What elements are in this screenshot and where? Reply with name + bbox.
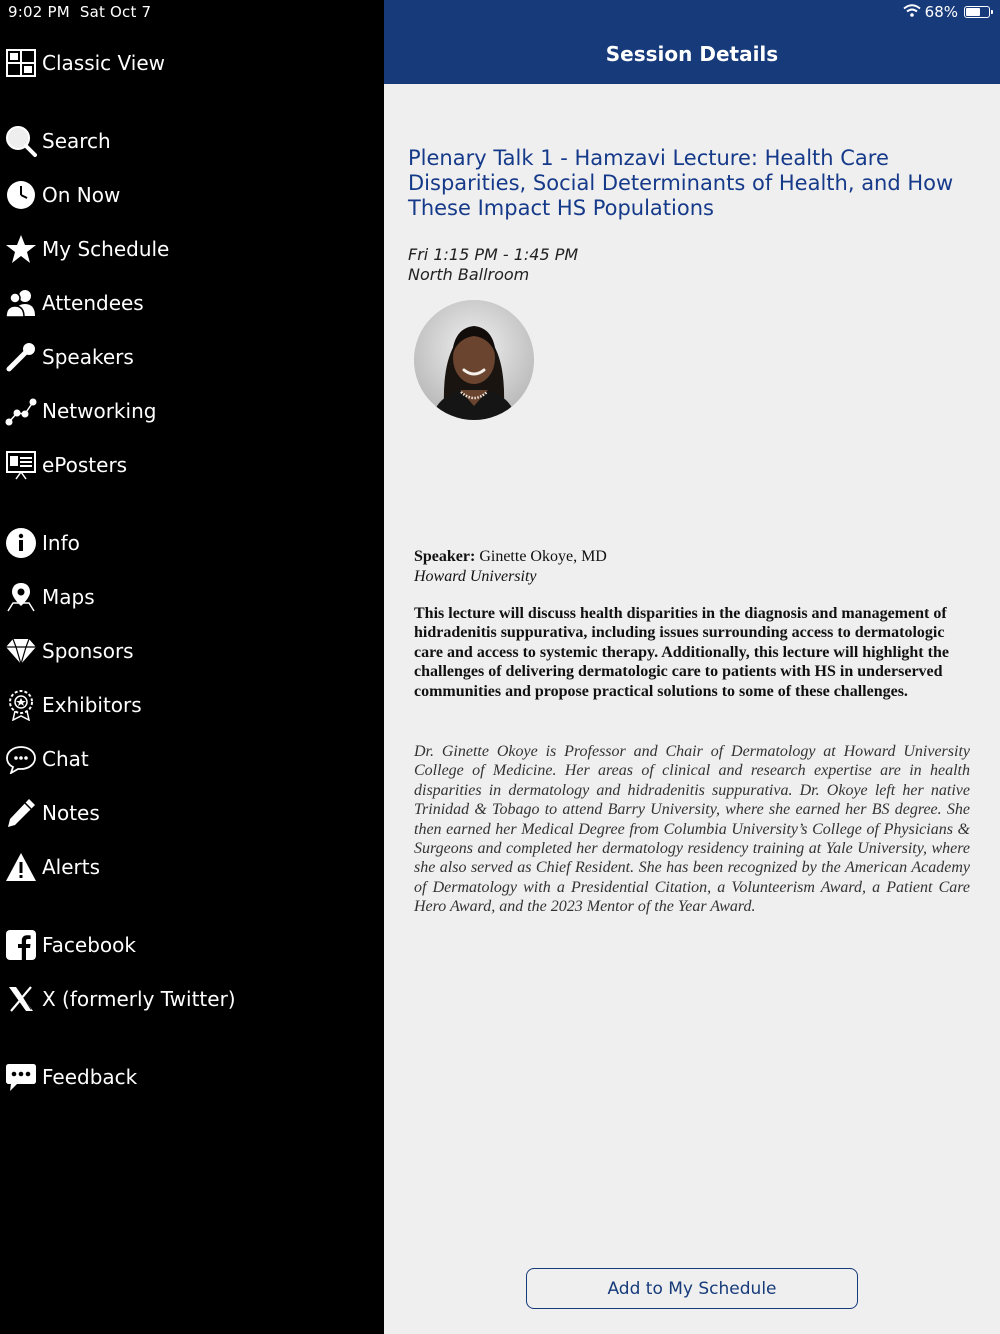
speaker-bio: Dr. Ginette Okoye is Professor and Chair of Dermatology at Howard University College of Medicine. Her areas of clinical and research expertise are in health disparities in dermatology and hidradenitis suppurativa. Dr. Okoye left her native Trinidad & Tobago to attend Barry University, where she earned her BS degree. She then earned her Medical Degree from Columbia University’s College of Physicians & Surgeons and completed her dermatology residency training at Yale University, where she also served as Chief Resident. She has been recognized by the American Academy of Dermatology with a Presidential Citation, a Volunteerism Award, a Patient Care Hero Award, and the 2023 Mentor of the Year Award. (414, 743, 970, 916)
battery-icon (964, 6, 990, 18)
sidebar-item-label: Notes (42, 801, 100, 825)
status-time: 9:02 PM (8, 3, 70, 21)
sidebar-item-info[interactable] (0, 523, 384, 563)
badge-icon (4, 688, 38, 722)
speaker-affiliation: Howard University (414, 568, 537, 585)
sidebar-item-label: Info (42, 531, 80, 555)
poster-icon (4, 448, 38, 482)
microphone-icon (4, 340, 38, 374)
sidebar-item-sponsors[interactable] (0, 631, 384, 671)
sidebar-item-label: Speakers (42, 345, 134, 369)
sidebar-item-attendees[interactable] (0, 283, 384, 323)
session-title: Plenary Talk 1 - Hamzavi Lecture: Health Care Disparities, Social Determinants of Health, and How These Impact HS Populations (408, 146, 954, 220)
status-date: Sat Oct 7 (79, 3, 152, 21)
sidebar-item-speakers[interactable] (0, 337, 384, 377)
info-icon (4, 526, 38, 560)
x-logo-icon (4, 982, 38, 1016)
battery-percent: 68% (924, 3, 958, 21)
sidebar-item-label: My Schedule (42, 237, 170, 261)
sidebar-item-label: Networking (42, 399, 157, 423)
status-bar-right (903, 3, 990, 21)
sidebar-item-facebook[interactable] (0, 925, 384, 965)
sidebar-item-label: Feedback (42, 1065, 138, 1089)
sidebar-item-chat[interactable] (0, 739, 384, 779)
sidebar-item-alerts[interactable] (0, 847, 384, 887)
sidebar-item-networking[interactable] (0, 391, 384, 431)
sidebar-item-label: Chat (42, 747, 89, 771)
page-title: Session Details (605, 42, 779, 66)
session-abstract: This lecture will discuss health disparities in the diagnosis and management of hidradenitis suppurativa, including issues surrounding access to dermatologic care and access to systemic therapy. Additionally, this lecture will highlight the challenges of delivering dermatologic care to patients with HS in underserved communities and propose practical solutions to some of these challenges. (414, 605, 949, 700)
feedback-icon (4, 1060, 38, 1094)
network-icon (4, 394, 38, 428)
sidebar-item-x-twitter[interactable] (0, 979, 384, 1019)
sidebar-item-label: Classic View (42, 51, 165, 75)
map-pin-icon (4, 580, 38, 614)
sidebar-item-label: On Now (42, 183, 121, 207)
sidebar-item-search[interactable] (0, 121, 384, 161)
sidebar-item-label: Exhibitors (42, 693, 142, 717)
chat-icon (4, 742, 38, 776)
search-icon (4, 124, 38, 158)
diamond-icon (4, 634, 38, 668)
sidebar-item-label: Attendees (42, 291, 144, 315)
status-bar-left (8, 3, 151, 21)
sidebar-item-label: Sponsors (42, 639, 134, 663)
sidebar-item-notes[interactable] (0, 793, 384, 833)
grid-icon (4, 46, 38, 80)
star-icon (4, 232, 38, 266)
session-time: Fri 1:15 PM - 1:45 PM (408, 245, 579, 264)
wifi-icon (903, 3, 921, 21)
speaker-line (414, 548, 607, 566)
sidebar-item-feedback[interactable] (0, 1057, 384, 1097)
header-bar (384, 0, 1000, 84)
sidebar-item-label: ePosters (42, 453, 128, 477)
sidebar-item-exhibitors[interactable] (0, 685, 384, 725)
add-to-schedule-button[interactable]: Add to My Schedule (526, 1268, 858, 1309)
speaker-label: Speaker: (414, 548, 476, 565)
warning-icon (4, 850, 38, 884)
session-details-panel (384, 0, 1000, 1334)
clock-icon (4, 178, 38, 212)
sidebar-item-label: Facebook (42, 933, 136, 957)
session-location: North Ballroom (408, 265, 530, 284)
sidebar-item-on-now[interactable] (0, 175, 384, 215)
sidebar-item-label: X (formerly Twitter) (42, 987, 236, 1011)
sidebar-item-my-schedule[interactable] (0, 229, 384, 269)
sidebar-item-classic-view[interactable] (0, 43, 384, 83)
sidebar-item-maps[interactable] (0, 577, 384, 617)
sidebar-item-label: Maps (42, 585, 95, 609)
speaker-name[interactable]: Ginette Okoye, MD (479, 548, 607, 565)
pencil-icon (4, 796, 38, 830)
sidebar-item-label: Alerts (42, 855, 101, 879)
sidebar-menu (0, 0, 384, 1334)
sidebar-item-label: Search (42, 129, 111, 153)
sidebar-item-eposters[interactable] (0, 445, 384, 485)
people-icon (4, 286, 38, 320)
facebook-icon (4, 928, 38, 962)
speaker-photo[interactable] (414, 300, 534, 420)
